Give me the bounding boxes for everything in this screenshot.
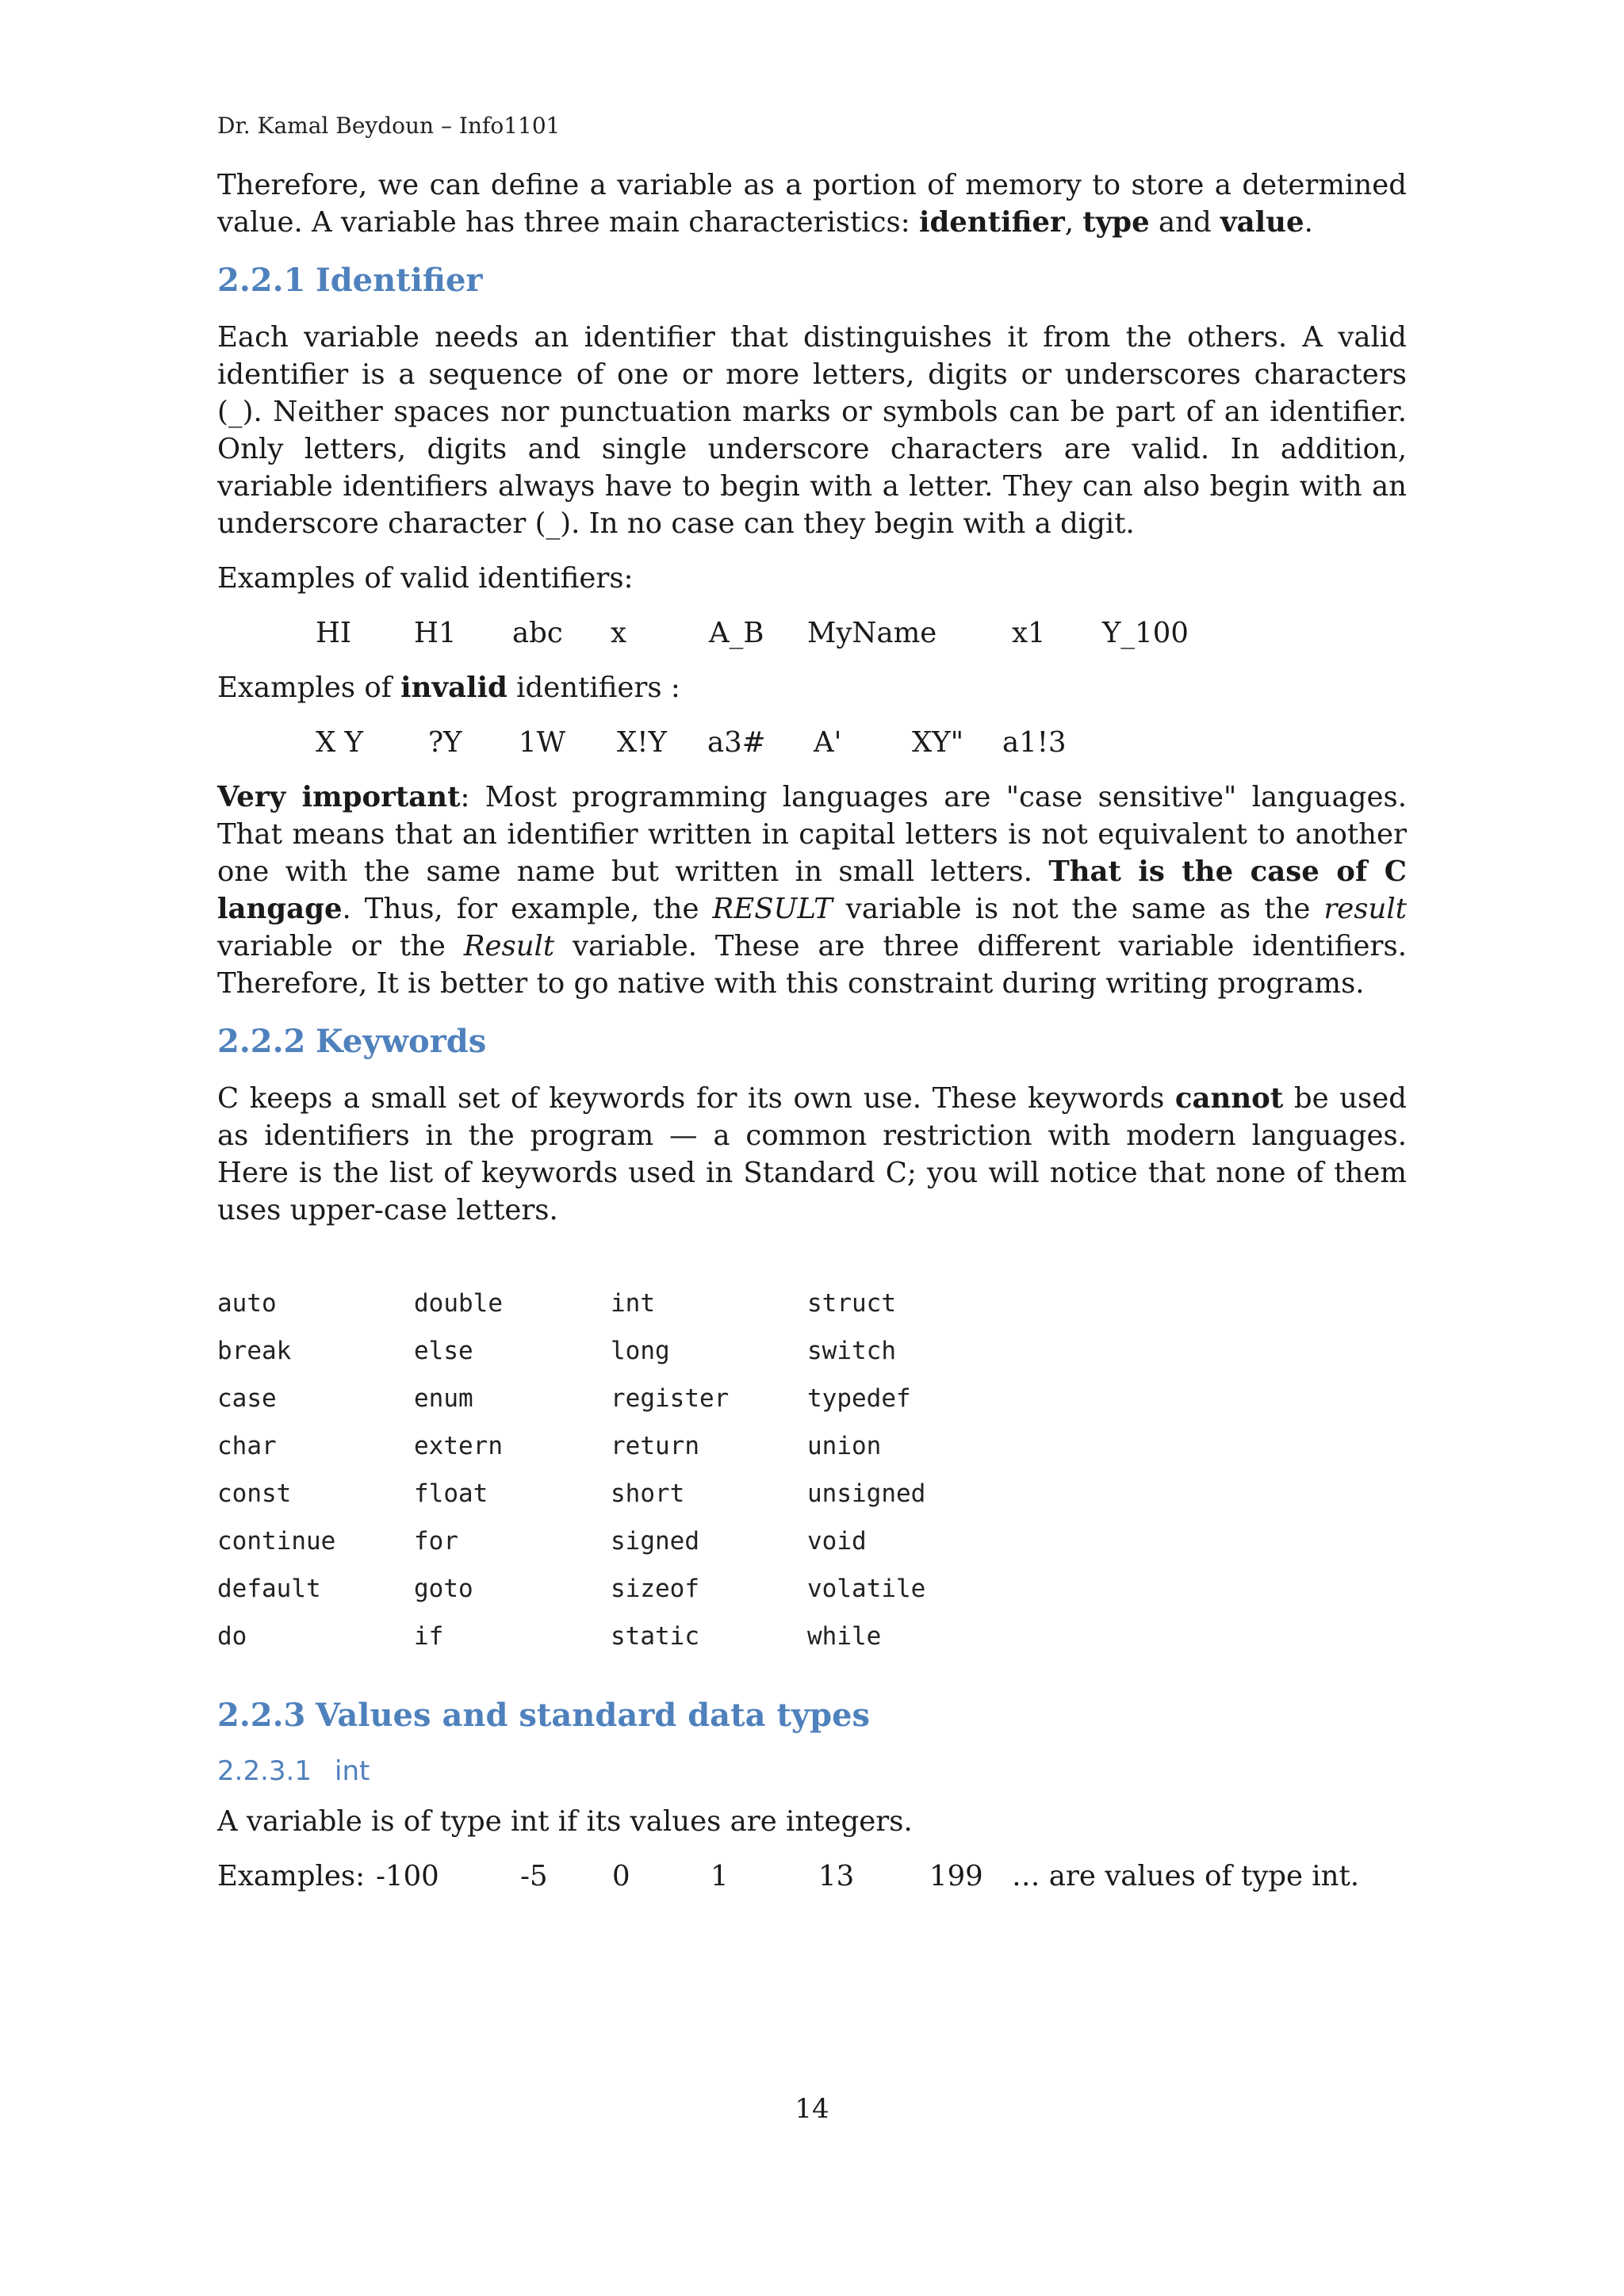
- label-bold: invalid: [400, 672, 508, 704]
- keyword: short: [611, 1479, 685, 1508]
- keywords-row: [217, 1375, 1407, 1422]
- keyword: char: [217, 1432, 277, 1460]
- keyword: long: [611, 1337, 670, 1365]
- valid-example: A_B: [709, 617, 764, 649]
- identifier-paragraph: Each variable needs an identifier that distinguishes it from the others. A valid identifier is a sequence of one or more letters, digits or underscores characters (_). Neither spaces nor punctuation marks or symbols can be part of an identifier. Only letters, digits and single underscore characters are valid. In addition, variable identifiers always have to begin with a letter. They can also begin with an underscore character (_). In no case can they begin with a digit.: [217, 321, 1407, 540]
- keywords-row: [217, 1613, 1407, 1660]
- section-number: 2.2.1: [217, 262, 306, 299]
- intro-sep: and: [1149, 206, 1221, 239]
- keywords-row: [217, 1517, 1407, 1565]
- keyword: union: [807, 1432, 882, 1460]
- heading-values-types: [217, 1695, 1407, 1736]
- label-text: Examples of: [217, 672, 401, 704]
- case-sensitivity-paragraph: [217, 779, 1407, 1002]
- int-example: -5: [520, 1860, 548, 1892]
- identifier-example: result: [1323, 893, 1408, 925]
- very-important-label: Very important: [217, 781, 461, 813]
- para-text: variable is not the same as the: [832, 893, 1324, 925]
- keyword: typedef: [807, 1384, 911, 1413]
- para-text: : Most programming languages are "case sensitive" languages. That means that an identifier written in capital letters is not equivalent to another one with the same name but written in small letters.: [217, 781, 1408, 888]
- keyword: unsigned: [807, 1479, 926, 1508]
- valid-example: x: [611, 617, 627, 649]
- valid-examples-label: Examples of valid identifiers:: [217, 562, 634, 595]
- para-text: be used as identifiers in the program — a common restriction with modern languages. Here is the list of keywords used in Standard C; you will notice that none of them uses upper-case letters.: [217, 1082, 1407, 1226]
- para-text: variable. These are three different variable identifiers. Therefore, It is better to go native with this constraint during writing programs.: [217, 930, 1407, 1000]
- section-title: Identifier: [316, 262, 483, 299]
- para-text: variable or the: [217, 930, 464, 962]
- subsection-number: 2.2.3.1: [217, 1755, 312, 1787]
- c-case-emphasis: That is the case of C langage: [217, 855, 1407, 925]
- keyword: if: [414, 1622, 444, 1651]
- invalid-examples-label: [217, 669, 1407, 706]
- keyword: case: [217, 1384, 277, 1413]
- int-paragraph: A variable is of type int if its values are integers.: [217, 1805, 913, 1838]
- keyword: for: [414, 1527, 458, 1556]
- keyword: do: [217, 1622, 247, 1651]
- invalid-example: X Y: [316, 726, 363, 759]
- invalid-example: a1!3: [1002, 726, 1067, 759]
- term-type: type: [1082, 206, 1150, 239]
- section-number: 2.2.2: [217, 1023, 306, 1060]
- int-example: 1: [710, 1860, 729, 1892]
- keywords-row: [217, 1327, 1407, 1375]
- keyword: goto: [414, 1575, 473, 1603]
- keyword: sizeof: [611, 1575, 699, 1603]
- keywords-row: [217, 1565, 1407, 1613]
- intro-paragraph: [217, 166, 1407, 241]
- intro-text: Therefore, we can define a variable as a portion of memory to store a determined value. A variable has three main characteristics:: [217, 169, 1407, 239]
- page-number: 14: [795, 2093, 829, 2125]
- label-text: identifiers :: [507, 672, 680, 704]
- invalid-example: XY": [912, 726, 964, 759]
- int-example-tail: … are values of type int.: [1012, 1860, 1360, 1892]
- section-title: Values and standard data types: [316, 1697, 871, 1734]
- invalid-example: X!Y: [617, 726, 667, 759]
- intro-sep: ,: [1064, 206, 1083, 239]
- intro-end: .: [1304, 206, 1313, 239]
- valid-example: HI: [316, 617, 351, 649]
- keyword: signed: [611, 1527, 699, 1556]
- keywords-table: [217, 1280, 1407, 1660]
- heading-keywords: [217, 1021, 1407, 1062]
- keyword: register: [611, 1384, 730, 1413]
- keyword: int: [611, 1289, 655, 1318]
- keyword: static: [611, 1622, 699, 1651]
- keyword: return: [611, 1432, 699, 1460]
- invalid-example: ?Y: [428, 726, 462, 759]
- page-content: [217, 166, 1407, 1895]
- valid-example: MyName: [807, 617, 937, 649]
- identifier-example: RESULT: [712, 893, 833, 925]
- int-examples-row: [217, 1858, 1407, 1895]
- section-number: 2.2.3: [217, 1697, 306, 1734]
- invalid-examples-row: [316, 724, 1407, 761]
- section-title: Keywords: [316, 1023, 487, 1060]
- keyword: continue: [217, 1527, 336, 1556]
- keyword: break: [217, 1337, 292, 1365]
- keyword: volatile: [807, 1575, 926, 1603]
- keyword: switch: [807, 1337, 896, 1365]
- invalid-example: 1W: [519, 726, 566, 759]
- valid-examples-row: [316, 614, 1407, 652]
- keyword: struct: [807, 1289, 896, 1318]
- int-example: 13: [818, 1860, 855, 1892]
- valid-example: H1: [414, 617, 457, 649]
- keywords-row: [217, 1470, 1407, 1517]
- int-example: Examples:: [217, 1860, 366, 1892]
- valid-example: Y_100: [1102, 617, 1189, 649]
- int-example: -100: [376, 1860, 439, 1892]
- keyword: double: [414, 1289, 503, 1318]
- keyword: else: [414, 1337, 473, 1365]
- heading-int: [217, 1754, 1407, 1789]
- identifier-example: Result: [463, 930, 555, 962]
- keyword: while: [807, 1622, 882, 1651]
- keyword: default: [217, 1575, 321, 1603]
- int-example: 199: [929, 1860, 983, 1892]
- invalid-example: A': [814, 726, 842, 759]
- page-header: Dr. Kamal Beydoun – Info1101: [217, 113, 561, 139]
- keywords-paragraph: [217, 1080, 1407, 1229]
- invalid-example: a3#: [707, 726, 766, 759]
- cannot-emphasis: cannot: [1174, 1082, 1284, 1115]
- keyword: auto: [217, 1289, 277, 1318]
- term-value: value: [1220, 206, 1304, 239]
- heading-identifier: [217, 260, 1407, 301]
- subsection-title: int: [335, 1755, 370, 1787]
- keywords-row: [217, 1422, 1407, 1470]
- valid-example: abc: [512, 617, 563, 649]
- keyword: const: [217, 1479, 292, 1508]
- keyword: enum: [414, 1384, 473, 1413]
- keyword: void: [807, 1527, 867, 1556]
- para-text: . Thus, for example, the: [342, 893, 713, 925]
- keywords-row: [217, 1280, 1407, 1327]
- keyword: float: [414, 1479, 488, 1508]
- para-text: C keeps a small set of keywords for its own use. These keywords: [217, 1082, 1175, 1115]
- keyword: extern: [414, 1432, 503, 1460]
- valid-example: x1: [1012, 617, 1046, 649]
- int-example: 0: [612, 1860, 630, 1892]
- term-identifier: identifier: [919, 206, 1065, 239]
